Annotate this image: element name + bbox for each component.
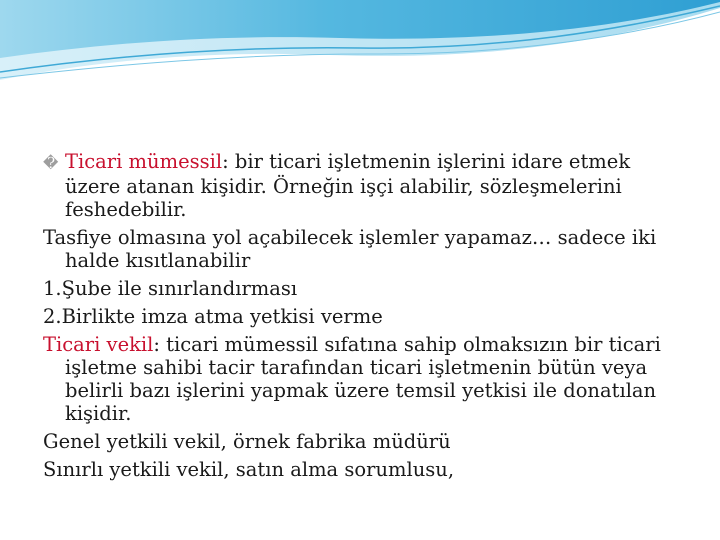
paragraph-ticari-vekil [43, 333, 683, 425]
list-item-sube: 1.Şube ile sınırlandırması [43, 277, 298, 300]
paragraph-tasfiye: Tasfiye olmasına yol açabilecek işlemler yapamaz… sadece iki halde kısıtlanabilir [43, 226, 657, 272]
paragraph-genel-yetkili: Genel yetkili vekil, örnek fabrika müdürü [43, 430, 451, 453]
term-ticari-mumessil: Ticari mümessil [65, 150, 223, 173]
content-area [43, 150, 683, 486]
paragraph-sinirli-yetkili: Sınırlı yetkili vekil, satın alma sorumlusu, [43, 458, 455, 481]
bullet-icon: � [43, 154, 59, 172]
paragraph-ticari-mumessil [43, 150, 683, 221]
definition-text: : bir ticari işletmenin işlerini idare etmek üzere atanan kişidir. Örneğin işçi alabilir, sözleşmelerini feshedebilir. [65, 150, 631, 221]
decorative-wave-banner [0, 0, 720, 90]
definition-text: : ticari mümessil sıfatına sahip olmaksızın bir ticari işletme sahibi tacir tarafından ticari işletmenin bütün veya belirli bazı işlerini yapmak üzere temsil yetkisi ile donatılan kişidir. [65, 333, 661, 425]
list-item-imza: 2.Birlikte imza atma yetkisi verme [43, 305, 383, 328]
term-ticari-vekil: Ticari vekil [43, 333, 154, 356]
